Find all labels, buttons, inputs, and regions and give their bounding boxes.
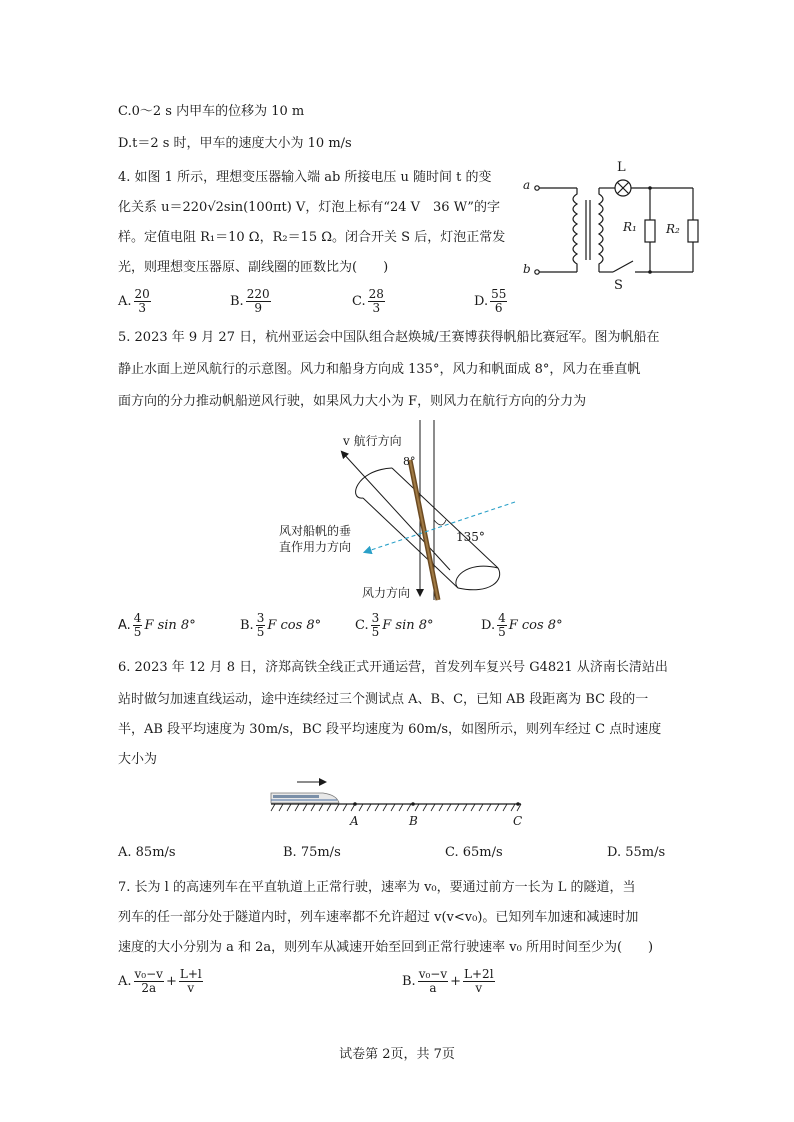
point-c-label: C [513,814,523,828]
wind-direction-label: 风力方向 [362,586,411,600]
q5-option-c: C. $\frac{3}{5}$ F sin 8° [355,611,434,639]
lamp-label: L [617,160,626,175]
q5-text-line2: 静止水面上逆风航行的示意图。风力和船身方向成 135°，风力和帆面成 8°，风力在垂直帆 [118,362,641,377]
q4-option-a: A. $\frac{20}{3}$ [118,287,150,315]
perpendicular-force-label-line1: 风对船帆的垂 [279,524,352,538]
q7-text-line2: 列车的任一部分处于隧道内时，列车速率都不允许超过 v(v<v₀)。已知列车加速和减速时加 [118,910,639,925]
q5-option-d: D. $\frac{4}{5}$ F cos 8° [481,611,563,639]
terminal-b-label: b [523,262,531,276]
q7-option-a: A. $\frac{\text{v₀−v}}{2a}$ + $\frac{L+l}{v}$ [118,967,202,995]
q6-text-line2: 站时做匀加速直线运动，途中连续经过三个测试点 A、B、C，已知 AB 段距离为 BC 段的一 [118,692,649,707]
angle-135-label: 135° [456,530,485,544]
q4-option-b: B. $\frac{220}{9}$ [230,287,270,315]
q5-option-b: B. $\frac{3}{5}$ F cos 8° [240,611,322,639]
q6-option-c: C. 65m/s [445,845,503,860]
q5-option-a: A. $\frac{4}{5}$ F sin 8° [118,611,196,639]
q5-text-line3: 面方向的分力推动帆船逆风行驶，如果风力大小为 F，则风力在航行方向的分力为 [118,394,587,409]
terminal-a-label: a [523,178,531,192]
page-footer: 试卷第 2页，共 7页 [339,1047,455,1062]
q4-text-line3: 样。定值电阻 R₁＝10 Ω，R₂＝15 Ω。闭合开关 S 后，灯泡正常发 [118,230,506,245]
train-track-diagram [265,775,535,825]
q4-text-line1: 4. 如图 1 所示，理想变压器输入端 ab 所接电压 u 随时间 t 的变 [118,170,492,185]
r2-label: R₂ [666,222,680,236]
q6-text-line1: 6. 2023 年 12 月 8 日，济郑高铁全线正式开通运营，首发列车复兴号 G4821 从济南长清站出 [118,660,668,675]
q7-text-line3: 速度的大小分别为 a 和 2a，则列车从减速开始至回到正常行驶速率 v₀ 所用时间至少为( ) [118,940,654,955]
q4-text-line2: 化关系 u＝220√2sin(100πt) V，灯泡上标有“24 V 36 W”的字 [118,200,500,215]
point-b-label: B [409,814,418,828]
velocity-direction-label: v 航行方向 [343,434,402,448]
q7-text-line1: 7. 长为 l 的高速列车在平直轨道上正常行驶，速率为 v₀，要通过前方一长为 L 的隧道，当 [118,880,636,895]
q3-option-c: C.0～2 s 内甲车的位移为 10 m [118,104,305,119]
q6-option-b: B. 75m/s [283,845,341,860]
point-a-label: A [350,814,359,828]
q6-option-a: A. 85m/s [118,845,176,860]
q6-text-line4: 大小为 [118,752,158,767]
q4-text-line4: 光，则理想变压器原、副线圈的匝数比为( ) [118,260,389,275]
q6-text-line3: 半，AB 段平均速度为 30m/s，BC 段平均速度为 60m/s，如图所示，则列车经过 C 点时速度 [118,722,662,737]
q4-option-c: C. $\frac{28}{3}$ [352,287,384,315]
q4-option-d: D. $\frac{55}{6}$ [474,287,507,315]
q6-option-d: D. 55m/s [607,845,666,860]
angle-8-label: 8° [403,455,416,468]
perpendicular-force-label-line2: 直作用力方向 [279,540,352,554]
q7-option-b: B. $\frac{\text{v₀−v}}{a}$ + $\frac{L+2l}{v}$ [402,967,494,995]
r1-label: R₁ [623,220,637,234]
switch-label: S [614,278,623,293]
q3-option-d: D.t＝2 s 时，甲车的速度大小为 10 m/s [118,136,352,151]
train-icon [271,793,339,803]
q5-text-line1: 5. 2023 年 9 月 27 日，杭州亚运会中国队组合赵焕城/王赛博获得帆船比赛冠军。图为帆船在 [118,330,660,345]
